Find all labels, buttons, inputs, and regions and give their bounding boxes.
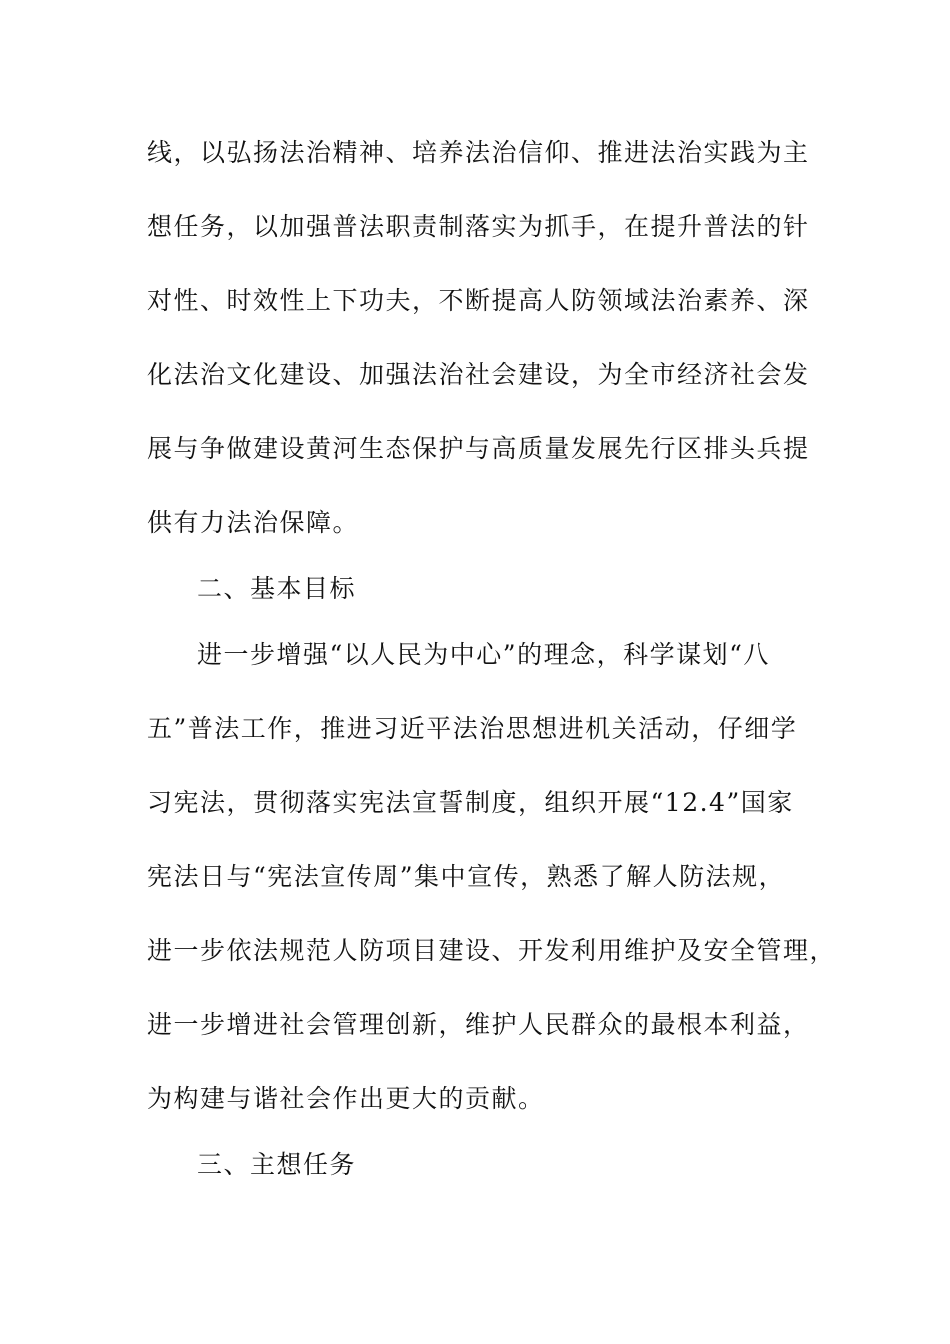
paragraph-line: 展与争做建设黄河生态保护与高质量发展先行区排头兵提 — [147, 434, 810, 463]
paragraph-line: 习宪法，贯彻落实宪法宣誓制度，组织开展“12.4”国家 — [147, 788, 794, 817]
paragraph-line: 想任务，以加强普法职责制落实为抓手，在提升普法的针 — [147, 212, 810, 241]
section-heading: 二、基本目标 — [197, 574, 357, 603]
paragraph-line: 化法治文化建设、加强法治社会建设，为全市经济社会发 — [147, 360, 810, 389]
section-heading: 三、主想任务 — [197, 1150, 357, 1179]
paragraph-line: 进一步增强“以人民为中心”的理念，科学谋划“八 — [197, 640, 770, 669]
paragraph-line: 供有力法治保障。 — [147, 508, 360, 537]
paragraph-line: 进一步依法规范人防项目建设、开发利用维护及安全管理， — [147, 936, 837, 965]
paragraph-line: 进一步增进社会管理创新，维护人民群众的最根本利益， — [147, 1010, 810, 1039]
paragraph-line: 为构建与谐社会作出更大的贡献。 — [147, 1084, 545, 1113]
paragraph-line: 五”普法工作，推进习近平法治思想进机关活动，仔细学 — [147, 714, 798, 743]
paragraph-line: 宪法日与“宪法宣传周”集中宣传，熟悉了解人防法规， — [147, 862, 786, 891]
paragraph-line: 线，以弘扬法治精神、培养法治信仰、推进法治实践为主 — [147, 138, 810, 167]
paragraph-line: 对性、时效性上下功夫，不断提高人防领域法治素养、深 — [147, 286, 810, 315]
